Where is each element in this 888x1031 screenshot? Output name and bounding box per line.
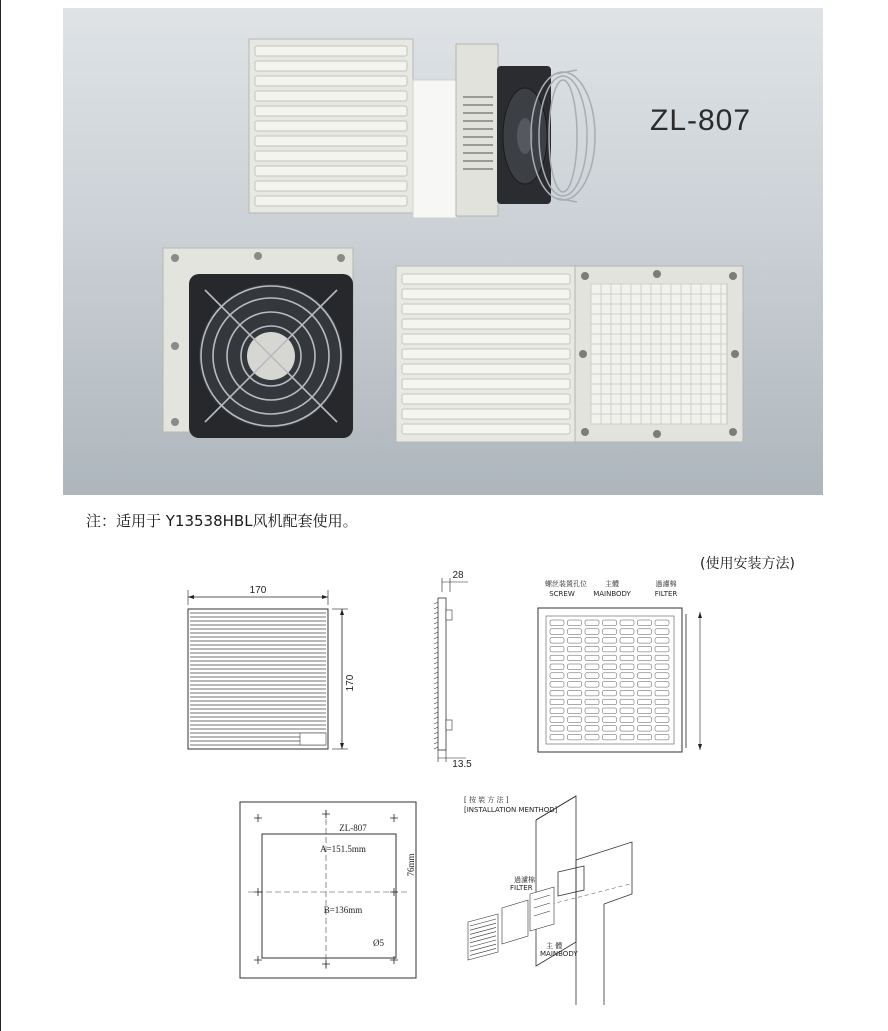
usage-note: 注：适用于 Y13538HBL风机配套使用。 (86, 512, 358, 530)
side-view-drawing (420, 566, 480, 771)
top-filter-pad (413, 80, 457, 218)
model-title: ZL-807 (650, 104, 752, 137)
install-filter-en: FILTER (510, 884, 533, 892)
installation-title-en: [INSTALLATION MENTHOD] (464, 806, 558, 814)
front-height-label: 170 (345, 674, 356, 692)
front-width-label: 170 (249, 585, 267, 596)
filter-cn-label: 過濾棉 (655, 580, 677, 588)
product-photo-illustration (63, 8, 823, 495)
panel-cutout-drawing (238, 800, 420, 980)
cutout-height-label: 76mm (406, 853, 416, 877)
install-mainbody-en: MAINBODY (540, 950, 578, 958)
install-mainbody-cn: 主 體 (546, 942, 563, 950)
back-view-drawing (528, 576, 718, 766)
screw-cn-label: 螺丝装置孔位 (545, 580, 587, 588)
installation-title-cn: [ 按 裝 方 法 ] (464, 796, 509, 804)
side-depth-label: 28 (452, 570, 464, 581)
install-mainbody (530, 887, 554, 931)
installation-illustration (460, 790, 650, 1010)
left-border-line (0, 0, 1, 1031)
screw-en-label: SCREW (549, 590, 575, 598)
top-grille-housing (249, 39, 413, 213)
cutout-a-label: A=151.5mm (320, 844, 366, 854)
cutout-hole-label: Ø5 (373, 938, 384, 948)
cutout-b-label: B=136mm (323, 905, 363, 915)
install-filter-cn: 過濾棉 (514, 876, 535, 884)
mainbody-en-label: MAINBODY (593, 590, 631, 598)
product-photo-panel (63, 8, 823, 495)
mainbody-cn-label: 主體 (605, 580, 619, 588)
front-grille-outline (188, 609, 328, 749)
front-view-drawing (178, 575, 358, 765)
side-profile-outline (438, 598, 446, 750)
side-offset-label: 13.5 (452, 759, 472, 770)
install-filter-pad (502, 900, 528, 944)
filter-en-label: FILTER (654, 590, 678, 598)
cutout-model-label: ZL-807 (339, 823, 367, 833)
installation-header: (使用安装方法) (700, 556, 795, 572)
